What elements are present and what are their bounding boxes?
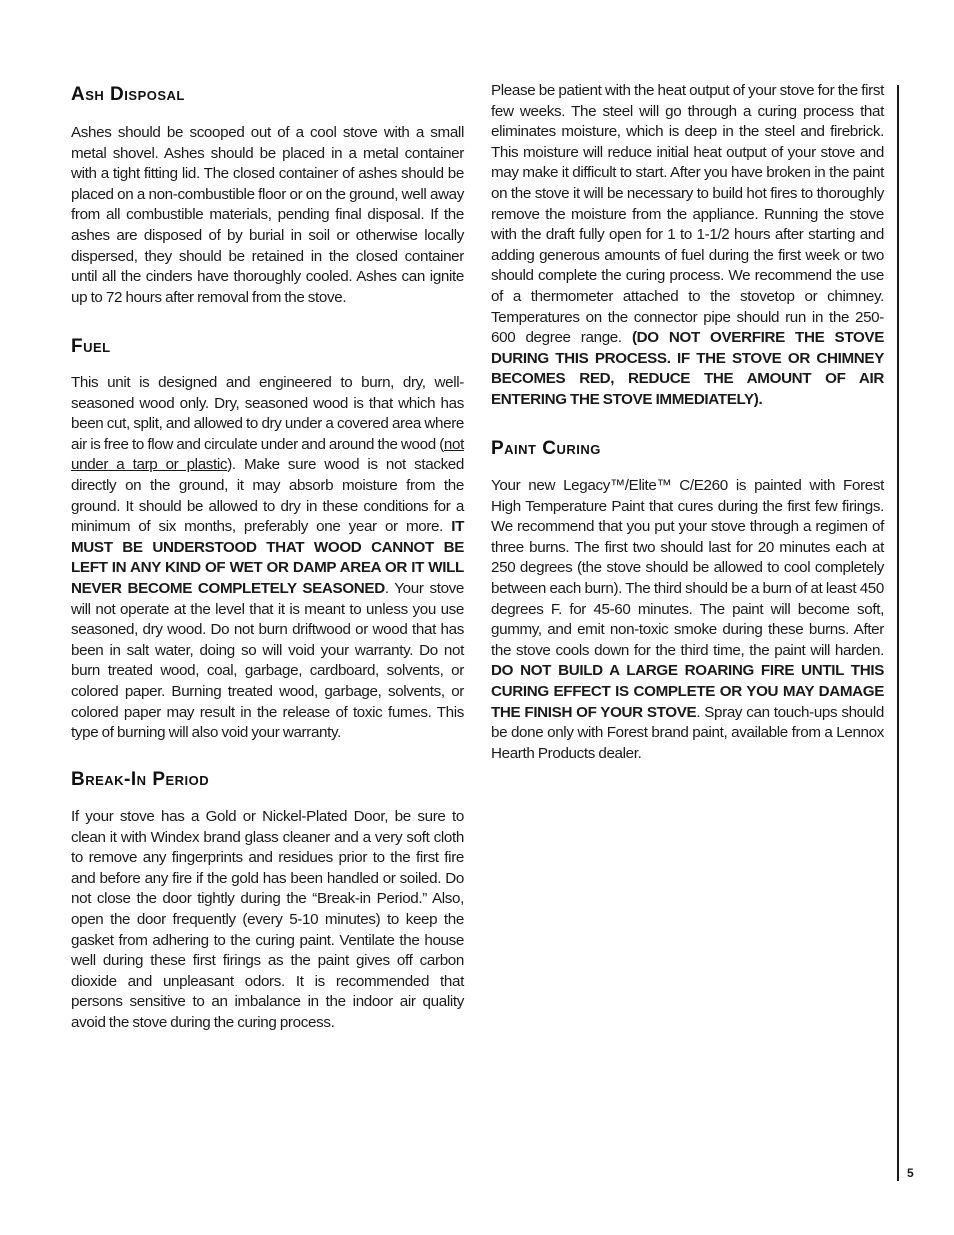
underlined-tarp-note: not under a tarp or plastic (71, 435, 464, 474)
paint-warning: DO NOT BUILD A LARGE ROARING FIRE UNTIL THIS CURING EFFECT IS COMPLETE OR YOU MAY DAMAGE THE FINISH OF YOUR STOVE (491, 662, 884, 721)
heading-fuel: Fuel (71, 336, 111, 357)
vertical-rule (897, 85, 899, 1181)
fuel-warning: IT MUST BE UNDERSTOOD THAT WOOD CANNOT BE LEFT IN ANY KIND OF WET OR DAMP AREA OR IT WILL NEVER BECOME COMPLETELY SEASONED (71, 518, 464, 597)
heading-ash-disposal: Ash Disposal (71, 84, 185, 105)
paragraph-heat-output: Please be patient with the heat output of your stove for the first few weeks. The steel will go through a curing process that eliminates moisture, which is deep in the steel and firebrick. This moisture will reduce initial heat output of your stove and may make it difficult to start. After you have broken in the paint on the stove it will be necessary to build hot fires to thoroughly remove the moisture from the appliance. Running the stove with the draft fully open for 1 to 1-1/2 hours after starting and adding generous amounts of fuel during the first week or two should complete the curing process. We recommend the use of a thermometer attached to the stovetop or chimney. Temperatures on the connector pipe should run in the 250-600 degree range. (DO NOT OVERFIRE THE STOVE DURING THIS PROCESS. IF THE STOVE OR CHIMNEY BECOMES RED, REDUCE THE AMOUNT OF AIR ENTERING THE STOVE IMMEDIATELY). (491, 82, 884, 408)
heading-break-in-period: Break-In Period (71, 769, 210, 790)
overfire-warning: (DO NOT OVERFIRE THE STOVE DURING THIS PROCESS. IF THE STOVE OR CHIMNEY BECOMES RED, REDUCE THE AMOUNT OF AIR ENTERING THE STOVE IMMEDIATELY). (491, 329, 884, 408)
heading-paint-curing: Paint Curing (491, 438, 601, 459)
paragraph-paint-curing: Your new Legacy™/Elite™ C/E260 is painted with Forest High Temperature Paint that cures during the first few firings. We recommend that you put your stove through a regimen of three burns. The first two should last for 20 minutes each at 250 degrees (the stove should be allowed to cool completely between each burn). The third should be a burn of at least 450 degrees F. for 45-60 minutes. The paint will become soft, gummy, and emit non-toxic smoke during these burns. After the stove cools down for the third time, the paint will harden. DO NOT BUILD A LARGE ROARING FIRE UNTIL THIS CURING EFFECT IS COMPLETE OR YOU MAY DAMAGE THE FINISH OF YOUR STOVE. Spray can touch-ups should be done only with Forest brand paint, available from a Lennox Hearth Products dealer. (491, 477, 884, 762)
paragraph-break-in-period: If your stove has a Gold or Nickel-Plated Door, be sure to clean it with Windex brand glass cleaner and a very soft cloth to remove any fingerprints and residues prior to the first fire and before any fire if the gold has been handled or soiled. Do not close the door tightly during the “Break-in Period.” Also, open the door frequently (every 5-10 minutes) to keep the gasket from adhering to the curing paint. Ventilate the house well during these first firings as the paint gives off carbon dioxide and unpleasant odors. It is recommended that persons sensitive to an imbalance in the indoor air quality avoid the stove during the curing process. (71, 808, 464, 1031)
page-number: 5 (907, 1166, 914, 1180)
paragraph-fuel: This unit is designed and engineered to burn, dry, well-seasoned wood only. Dry, seasoned wood is that which has been cut, split, and allowed to dry under a covered area where air is free to flow and circulate under and around the wood (not under a tarp or plastic). Make sure wood is not stacked directly on the ground, it may absorb moisture from the ground. It should be allowed to dry in these conditions for a minimum of six months, preferably one year or more. IT MUST BE UNDERSTOOD THAT WOOD CANNOT BE LEFT IN ANY KIND OF WET OR DAMP AREA OR IT WILL NEVER BECOME COMPLETELY SEASONED. Your stove will not operate at the level that it is meant to unless you use seasoned, dry wood. Do not burn driftwood or wood that has been in salt water, doing so will void your warranty. Do not burn treated wood, coal, garbage, cardboard, solvents, or colored paper. Burning treated wood, garbage, solvents, or colored paper may result in the release of toxic fumes. This type of burning will also void your warranty. (71, 374, 465, 742)
paragraph-ash-disposal: Ashes should be scooped out of a cool stove with a small metal shovel. Ashes should be placed in a metal container with a tight fitting lid. The closed container of ashes should be placed on a non-combustible floor or on the ground, well away from all combustible materials, pending final disposal. If the ashes are disposed of by burial in soil or otherwise locally dispersed, they should be retained in the closed container until all the cinders have thoroughly cooled. Ashes can ignite up to 72 hours after removal from the stove. (71, 124, 464, 306)
